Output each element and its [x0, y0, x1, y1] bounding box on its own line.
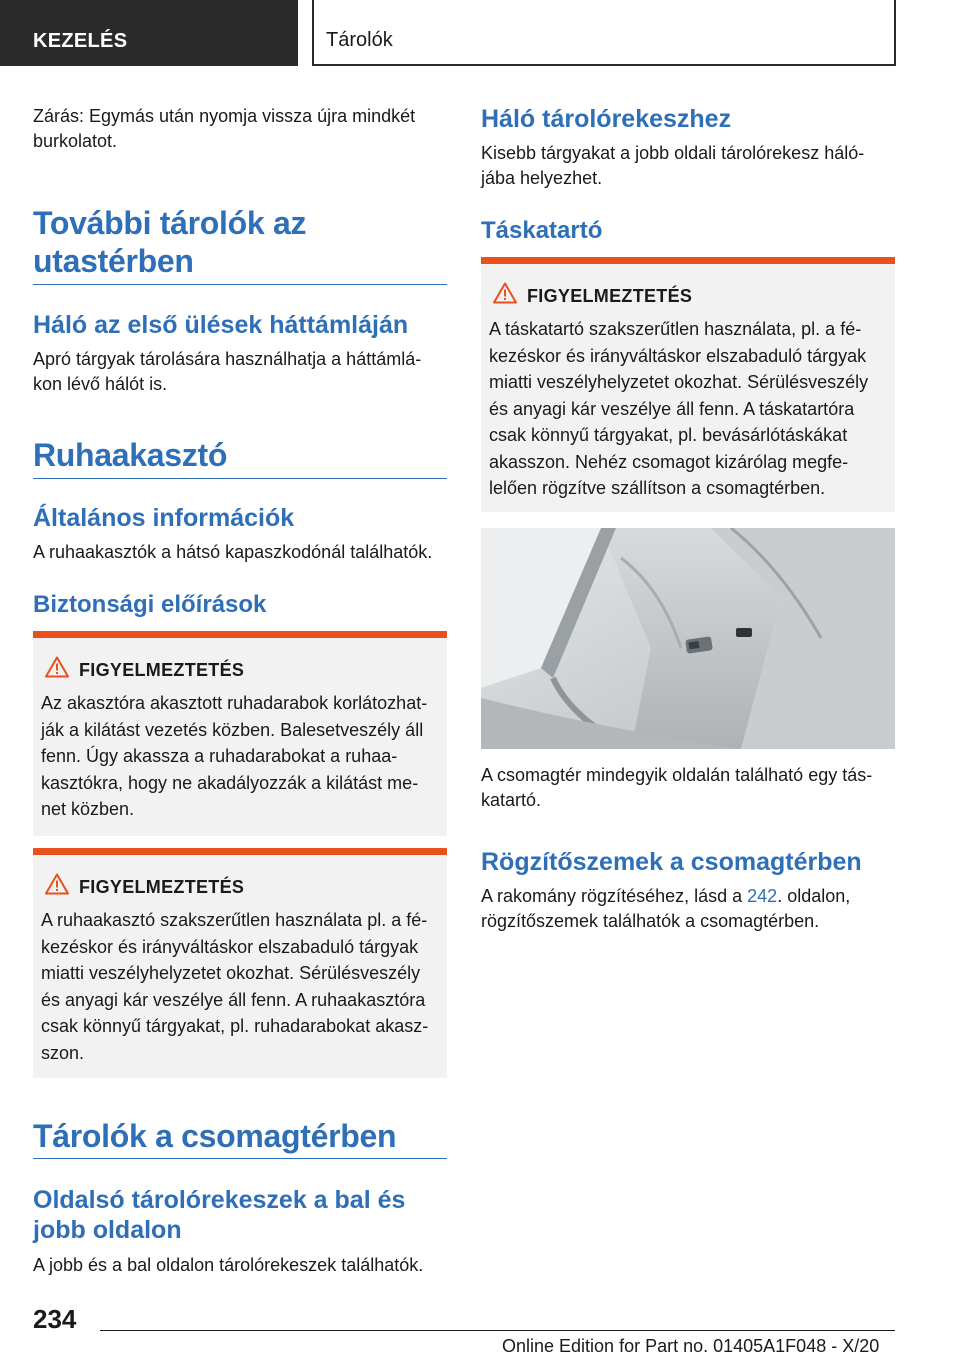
intro-paragraph: [33, 104, 453, 154]
page-number: 234: [33, 1304, 77, 1334]
text-line: csak könnyű tárgyakat, pl. bevásárlótáskákat: [489, 425, 848, 445]
text-line: és anyagi kár veszélye áll fenn. A ruhaakasztóra: [41, 989, 426, 1010]
heading-tarolok-csomagter: Tárolók a csomagtérben: [33, 1118, 397, 1154]
heading-rogzitoszemek: Rögzítőszemek a csomagtérben: [481, 848, 862, 876]
paragraph-oldalso: A jobb és a bal oldalon tárolórekeszek találhatók.: [33, 1255, 424, 1275]
warning-triangle-icon: [45, 656, 69, 678]
intro-line-1: Zárás: Egymás után nyomja vissza újra mindkét: [33, 106, 416, 126]
heading-line-2: utastérben: [33, 243, 194, 279]
text-line: kezéskor és irányváltáskor elszabaduló tárgyak: [489, 345, 867, 366]
footer-divider: [100, 1330, 895, 1331]
warning-title: FIGYELMEZTETÉS: [79, 660, 245, 680]
text-line: csak könnyű tárgyakat, pl. ruhadarabokat akasz-: [41, 1016, 429, 1036]
section-title: KEZELÉS: [33, 30, 128, 52]
text-line: jába helyezhet.: [481, 168, 603, 188]
heading-tovabbi-tarolok: [33, 204, 453, 280]
heading-halo-ulesek: Háló az első ülések háttámláján: [33, 311, 409, 339]
divider: [33, 478, 447, 479]
divider: [33, 1158, 447, 1159]
page-link-242[interactable]: 242: [747, 886, 778, 906]
text-line: katartó.: [481, 790, 542, 810]
warning-box-3: [481, 257, 895, 512]
warning-text: [489, 316, 891, 502]
warning-title: FIGYELMEZTETÉS: [79, 877, 245, 897]
heading-altalanos: Általános információk: [33, 504, 295, 532]
text-line: szon.: [41, 1042, 85, 1063]
text-line: kon lévő hálót is.: [33, 374, 168, 394]
text-line: A csomagtér mindegyik oldalán található egy tás-: [481, 765, 873, 785]
text-fragment: . oldalon,: [777, 886, 851, 906]
warning-triangle-icon: [493, 282, 517, 304]
text-line: Kisebb tárgyakat a jobb oldali tárolórekesz háló-: [481, 143, 865, 163]
chapter-header: [312, 0, 896, 66]
text-line: akasszon. Nehéz csomagot kizárólag megfe-: [489, 451, 849, 472]
heading-taskatarto: Táskatartó: [481, 217, 603, 244]
heading-line-1: Oldalsó tárolórekeszek a bal és: [33, 1186, 406, 1214]
text-line: A ruhaakasztó szakszerűtlen használata pl. a fé-: [41, 910, 428, 930]
text-line: Az akasztóra akasztott ruhadarabok korlátozhat-: [41, 693, 428, 713]
chapter-title: Tárolók: [326, 29, 393, 51]
text-line: lelően rögzítve szállítson a csomagtérben.: [489, 478, 826, 498]
text-line: miatti veszélyhelyzetet okozhat. Sérülésveszély: [41, 963, 421, 983]
text-line: kezéskor és irányváltáskor elszabaduló tárgyak: [41, 936, 419, 957]
text-line: és anyagi kár veszélye áll fenn. A táskatartóra: [489, 398, 855, 419]
text-line: ják a kilátást vezetés közben. Balesetveszély áll: [41, 719, 424, 740]
photo-caption: [481, 763, 901, 813]
edition-note: Online Edition for Part no. 01405A1F048 - X/20: [502, 1336, 880, 1356]
intro-line-2: burkolatot.: [33, 131, 118, 151]
trunk-bag-hook-photo: [481, 528, 895, 749]
text-line: kasztókra, hogy ne akadályozzák a kilátást me-: [41, 772, 419, 793]
section-tab: [0, 0, 298, 66]
warning-box-1: [33, 631, 447, 836]
heading-halo-tarolorekeszhez: Háló tárolórekeszhez: [481, 105, 732, 133]
text-line: Apró tárgyak tárolására használhatja a háttámlá-: [33, 349, 422, 369]
heading-line-1: További tárolók az: [33, 205, 307, 241]
text-line: fenn. Úgy akassza a ruhadarabokat a ruhaa-: [41, 746, 398, 766]
text-line: A táskatartó szakszerűtlen használata, pl. a fé-: [489, 319, 862, 339]
paragraph-rogzitoszemek: [481, 884, 901, 934]
heading-oldalso-tarolorekeszek: [33, 1185, 453, 1245]
warning-text: [41, 907, 443, 1066]
warning-box-2: [33, 848, 447, 1078]
text-fragment: A rakomány rögzítéséhez, lásd a: [481, 886, 748, 906]
text-line: net közben.: [41, 799, 135, 819]
paragraph-halo-tarolorekeszhez: [481, 141, 901, 191]
warning-title: FIGYELMEZTETÉS: [527, 286, 693, 306]
text-line: rögzítőszemek találhatók a csomagtérben.: [481, 911, 820, 931]
warning-text: [41, 690, 443, 823]
heading-line-2: jobb oldalon: [33, 1216, 182, 1244]
divider: [33, 284, 447, 285]
heading-biztonsagi: Biztonsági előírások: [33, 591, 267, 618]
trunk-illustration: [481, 528, 895, 749]
warning-triangle-icon: [45, 873, 69, 895]
text-line: miatti veszélyhelyzetet okozhat. Sérülésveszély: [489, 372, 869, 392]
heading-ruhaakaszto: Ruhaakasztó: [33, 437, 228, 473]
paragraph-altalanos: A ruhaakasztók a hátsó kapaszkodónál találhatók.: [33, 542, 433, 562]
paragraph-halo-ulesek: [33, 347, 453, 397]
